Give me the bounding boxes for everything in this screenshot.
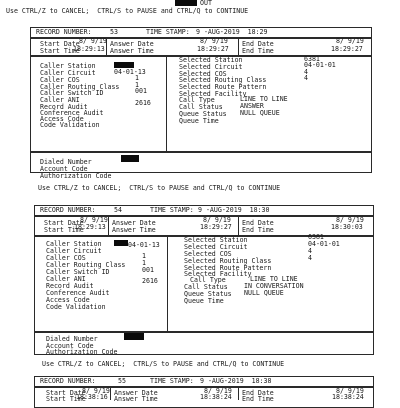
caller-circuit-label: Caller Circuit <box>40 69 96 77</box>
top-fragment: OUT <box>200 0 212 7</box>
call-type-label: Call Type <box>179 96 215 104</box>
start-time-value: 18:29:13 <box>73 45 105 53</box>
start-date-label: Start Date <box>46 389 86 397</box>
selected-station-value: 6381 <box>308 233 324 241</box>
selected-cos-value: 4 <box>304 68 308 76</box>
selected-route-pattern-label: Selected Route Pattern <box>179 83 267 91</box>
end-time-label: End Time <box>242 395 274 403</box>
selected-circuit-label: Selected Circuit <box>179 63 243 71</box>
selected-station-label: Selected Station <box>184 236 248 244</box>
record-number-value: 53 <box>110 28 118 36</box>
answer-time-value: 18:38:24 <box>200 393 232 401</box>
time-stamp-label: TIME STAMP: <box>150 377 194 385</box>
answer-date-label: Answer Date <box>114 389 158 397</box>
caller-switch-id-value: 001 <box>142 266 154 274</box>
end-date-value: 8/ 9/19 <box>336 387 364 395</box>
start-date-value: 8/ 9/19 <box>79 37 107 45</box>
caller-circuit-label: Caller Circuit <box>46 247 102 255</box>
caller-switch-id-label: Caller Switch ID <box>46 268 110 276</box>
divider <box>167 235 168 331</box>
time-stamp-label: TIME STAMP: <box>150 206 194 214</box>
queue-status-label: Queue Status <box>184 290 232 298</box>
caller-station-label: Caller Station <box>40 62 96 70</box>
selected-station-label: Selected Station <box>179 56 243 64</box>
end-date-label: End Date <box>242 219 274 227</box>
caller-routing-class-value: 1 <box>142 259 146 267</box>
queue-status-value: NULL QUEUE <box>240 109 280 117</box>
answer-date-label: Answer Date <box>110 40 154 48</box>
end-time-value: 18:38:24 <box>332 393 364 401</box>
answer-time-value: 18:29:27 <box>200 223 232 231</box>
account-code-label: Account Code <box>46 342 94 350</box>
start-date-value: 8/ 9/19 <box>80 216 108 224</box>
answer-date-value: 8/ 9/19 <box>203 216 231 224</box>
time-stamp-value: 9 -AUG-2019 18:30 <box>198 206 270 214</box>
caller-switch-id-value: 001 <box>135 87 147 95</box>
ctrl-instructions: Use CTRL/Z to CANCEL; CTRL/S to PAUSE and CTRL/Q to CONTINUE <box>38 184 281 192</box>
caller-ani-label: Caller ANI <box>46 275 86 283</box>
end-date-label: End Date <box>242 389 274 397</box>
divider <box>238 386 239 400</box>
redacted-box <box>175 0 197 6</box>
start-time-label: Start Time <box>40 47 80 55</box>
record-audit-label: Record Audit <box>46 282 94 290</box>
start-time-label: Start Time <box>46 395 86 403</box>
divider <box>238 215 239 235</box>
end-date-value: 8/ 9/19 <box>336 37 364 45</box>
end-time-value: 18:29:27 <box>331 45 363 53</box>
queue-status-label: Queue Status <box>179 110 227 118</box>
start-date-value: 8/ 9/19 <box>82 387 110 395</box>
selected-route-pattern-label: Selected Route Pattern <box>184 264 272 272</box>
caller-circuit-value: 04-01-13 <box>114 68 146 76</box>
selected-routing-class-value: 4 <box>304 74 308 82</box>
time-stamp-value: 9 -AUG-2019 18:38 <box>200 377 272 385</box>
access-code-label: Access Code <box>46 296 90 304</box>
code-validation-label: Code Validation <box>46 303 106 311</box>
end-time-label: End Time <box>242 226 274 234</box>
end-date-label: End Date <box>242 40 274 48</box>
code-validation-label: Code Validation <box>40 121 100 129</box>
caller-ani-value: 2616 <box>142 277 158 285</box>
call-status-label: Call Status <box>184 283 228 291</box>
start-date-label: Start Date <box>44 219 84 227</box>
caller-routing-class-label: Caller Routing Class <box>40 83 120 91</box>
redacted-box <box>124 333 144 340</box>
selected-cos-value: 4 <box>308 247 312 255</box>
end-time-label: End Time <box>242 47 274 55</box>
caller-switch-id-label: Caller Switch ID <box>40 89 104 97</box>
authorization-code-label: Authorization Code <box>46 348 118 356</box>
conference-audit-label: Conference Audit <box>46 289 110 297</box>
start-time-label: Start Time <box>44 226 84 234</box>
answer-time-label: Answer Time <box>112 226 156 234</box>
answer-time-label: Answer Time <box>114 395 158 403</box>
answer-date-value: 8/ 9/19 <box>204 387 232 395</box>
selected-facility-label: Selected Facility <box>184 270 252 278</box>
selected-facility-label: Selected Facility <box>179 90 247 98</box>
divider <box>110 386 111 400</box>
queue-time-label: Queue Time <box>179 117 219 125</box>
start-time-value: 18:38:16 <box>76 393 108 401</box>
answer-date-label: Answer Date <box>112 219 156 227</box>
answer-time-value: 18:29:27 <box>197 45 229 53</box>
caller-ani-label: Caller ANI <box>40 96 80 104</box>
caller-cos-label: Caller COS <box>40 76 80 84</box>
selected-station-value: 6381 <box>304 55 320 63</box>
selected-routing-class-value: 4 <box>308 254 312 262</box>
caller-circuit-value: 04-01-13 <box>128 241 160 249</box>
caller-station-label: Caller Station <box>46 240 102 248</box>
queue-status-value: NULL QUEUE <box>244 289 284 297</box>
selected-routing-class-label: Selected Routing Class <box>184 257 272 265</box>
ctrl-instructions: Use CTRL/Z to CANCEL; CTRL/S to PAUSE and CTRL/Q to CONTINUE <box>6 7 249 15</box>
access-code-label: Access Code <box>40 115 84 123</box>
record-number-value: 55 <box>118 377 126 385</box>
redacted-box <box>121 155 139 162</box>
ctrl-instructions: Use CTRL/Z to CANCEL; CTRL/S to PAUSE and CTRL/Q to CONTINUE <box>42 360 285 368</box>
record-number-label: RECORD NUMBER: <box>40 377 96 385</box>
call-type-value: LINE TO LINE <box>250 275 298 283</box>
caller-cos-label: Caller COS <box>46 254 86 262</box>
queue-time-label: Queue Time <box>184 297 224 305</box>
end-date-value: 8/ 9/19 <box>336 216 364 224</box>
redacted-box <box>114 240 128 246</box>
call-status-value: ANSWER <box>240 102 264 110</box>
time-stamp-value: 9 -AUG-2019 18:29 <box>196 28 268 36</box>
end-time-value: 18:30:03 <box>331 223 363 231</box>
selected-circuit-label: Selected Circuit <box>184 243 248 251</box>
call-type-value: LINE TO LINE <box>240 95 288 103</box>
record-number-label: RECORD NUMBER: <box>40 206 96 214</box>
record-audit-label: Record Audit <box>40 103 88 111</box>
caller-routing-class-label: Caller Routing Class <box>46 261 126 269</box>
record-number-label: RECORD NUMBER: <box>36 28 92 36</box>
start-date-label: Start Date <box>40 40 80 48</box>
answer-date-value: 8/ 9/19 <box>200 37 228 45</box>
selected-cos-label: Selected COS <box>179 70 227 78</box>
call-status-value: IN CONVERSATION <box>244 282 304 290</box>
selected-circuit-value: 04-01-01 <box>308 240 340 248</box>
divider <box>238 37 239 55</box>
call-status-label: Call Status <box>179 103 223 111</box>
caller-ani-value: 2616 <box>135 99 151 107</box>
selected-cos-label: Selected COS <box>184 250 232 258</box>
start-time-value: 18:29:13 <box>74 223 106 231</box>
caller-cos-value: 1 <box>142 252 146 260</box>
answer-time-label: Answer Time <box>110 47 154 55</box>
time-stamp-label: TIME STAMP: <box>146 28 190 36</box>
call-type-label: Call Type <box>190 276 226 284</box>
caller-cos-value: 1 <box>135 74 139 82</box>
selected-circuit-value: 04-01-01 <box>304 61 336 69</box>
conference-audit-label: Conference Audit <box>40 109 104 117</box>
account-code-label: Account Code <box>40 165 88 173</box>
divider <box>108 215 109 235</box>
authorization-code-label: Authorization Code <box>40 172 112 180</box>
dialed-number-label: Dialed Number <box>46 335 98 343</box>
divider <box>166 55 167 151</box>
selected-routing-class-label: Selected Routing Class <box>179 76 267 84</box>
caller-routing-class-value: 1 <box>135 81 139 89</box>
record-number-value: 54 <box>114 206 122 214</box>
dialed-number-label: Dialed Number <box>40 158 92 166</box>
